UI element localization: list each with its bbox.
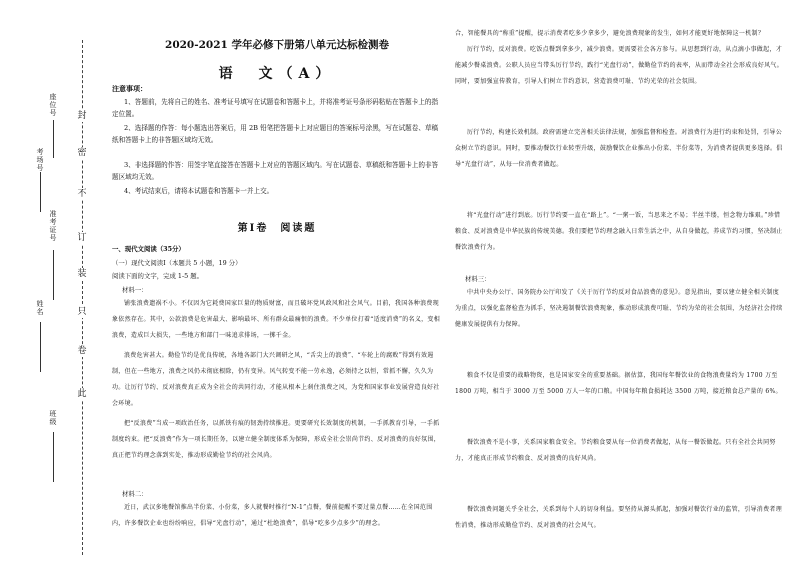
subsection-heading: （一）现代文阅读Ⅰ（本题共 5 小题，19 分）	[112, 259, 242, 267]
passage-paragraph: 厉行节约，构建长效机制。政府需建立完善相关法律法规，加强监督和检查。对浪费行为进行约束和处罚，引导公众树立节约意识。同时，要推动餐饮行业转型升级，鼓励餐饮企业推出小份菜、半份菜等，为消费者提供更多选择。倡导“光盘行动”，从每一位消费者做起。	[455, 129, 783, 169]
exam-title: 2020-2021 学年必修下册第八单元达标检测卷	[165, 39, 389, 51]
passage-paragraph: 厉行节约，反对浪费。吃饭点餐到拿多少，减少浪费。更需要社会各方参与。从思想到行动，从点滴小事做起，才能减少餐桌浪费。公职人员应当带头厉行节约，践行“光盘行动”，做勤俭节约的表率，从而带动全社会形成良好风气。同时，要加强宣传教育，引导人们树立节约意识，营造浪费可耻、节约光荣的社会氛围。	[455, 46, 784, 86]
seal-char: 装	[74, 268, 90, 280]
passage-paragraph: 合，智能餐具的“称重”提醒，提示消费者吃多少拿多少，避免浪费现象的发生，如何才能更好地保障这一机制？	[455, 30, 765, 37]
seal-char: 不	[74, 188, 90, 200]
exam-room-line	[40, 172, 41, 212]
reading-instruction: 阅读下面的文字，完成 1-5 题。	[112, 272, 204, 280]
material-label: 材料三：	[465, 275, 491, 283]
class-label: 班级	[49, 410, 57, 426]
material-label: 材料二：	[122, 490, 148, 498]
admission-number-label: 准考证号	[49, 210, 57, 242]
passage-paragraph: 餐饮浪费不是小事，关系国家粮食安全。节约粮食要从每一位消费者做起，从每一餐饭做起。只有全社会共同努力，才能真正形成节约粮食、反对浪费的良好风尚。	[455, 439, 776, 463]
passage-paragraph: 浪费危害甚大。勤俭节约是优良传统，各地各部门大兴调研之风，“舌尖上的浪费”、“车轮上的腐败”得到有效遏制，但在一些地方，浪费之风仍未彻底根除，仍有变异。风气转变不能一劳永逸，必须持之以恒，常抓不懈，久久为功。让厉行节约、反对浪费真正成为全社会的共同行动，才能从根本上刹住浪费之风，为党和国家事业发展营造良好社会环境。	[112, 352, 440, 408]
seal-char: 封	[74, 110, 90, 122]
material-label: 材料一：	[122, 286, 148, 294]
passage-paragraph: 中共中央办公厅、国务院办公厅印发了《关于厉行节约反对食品浪费的意见》。意见指出，要以建立健全相关制度为重点，以强化监督检查为抓手，坚决遏制餐饮浪费现象，推动形成浪费可耻、节约为荣的社会氛围，为经济社会持续健康发展提供有力保障。	[455, 289, 783, 329]
notice-heading: 注意事项：	[112, 84, 147, 93]
seal-char: 此	[74, 388, 90, 400]
notice-item: 2、选择题的作答：每小题选出答案后，用 2B 铅笔把答题卡上对应题目的答案标号涂黑，写在试题卷、草稿纸和答题卡上的非答题区域均无效。	[112, 124, 439, 145]
part-heading: 第Ⅰ卷 阅读题	[237, 223, 317, 234]
passage-paragraph: 粮食不仅是重要的战略物资，也是国家安全的重要基础。据估算，我国每年餐饮业的食物浪费量约为 1700 万至 1800 万吨，相当于 3000 万至 5000 万人一年的口粮。中国每年粮食损耗达 3500 万吨，接近粮食总产量的 6%。	[455, 372, 782, 396]
seat-number-line	[53, 120, 54, 158]
passage-paragraph: 将“光盘行动”进行到底。厉行节约要一直在“路上”。“一粥一饭，当思来之不易；半丝半缕，恒念物力维艰。”珍惜粮食、反对浪费是中华民族的传统美德。我们要把节约理念融入日常生活之中，从自身做起，养成节约习惯，坚决制止餐饮浪费行为。	[455, 212, 783, 252]
exam-room-label: 考场号	[36, 148, 44, 172]
passage-paragraph: 把“反浪费”当成一项政治任务，以抓铁有痕的韧劲持续推进。更要研究长效制度的机制，一手抓教育引导，一手抓制度约束。把“反浪费”作为一项长期任务，以建立健全制度体系为保障，形成全社会崇尚节约、反对浪费的良好氛围，真正把节约理念落到实处，推动形成勤俭节约的社会风尚。	[112, 420, 441, 460]
notice-item: 4、考试结束后，请将本试题卷和答题卡一并上交。	[124, 187, 274, 195]
seal-char: 密	[74, 147, 90, 159]
notice-item: 1、答题前，先将自己的姓名、准考证号填写在试题卷和答题卡上，并将准考证号条形码粘贴在答题卡上的指定位置。	[112, 98, 439, 119]
passage-paragraph: 餐饮浪费问题关乎全社会，关系到每个人的切身利益。要坚持从源头抓起，加强对餐饮行业的监管，引导消费者理性消费，推动形成勤俭节约、反对浪费的社会风气。	[455, 506, 783, 530]
section-heading: 一、现代文阅读（35分）	[112, 245, 185, 253]
exam-subtitle: 语 文（A）	[218, 66, 336, 82]
name-label: 姓名	[36, 300, 44, 316]
name-line	[40, 322, 41, 372]
passage-paragraph: 铺张浪费遗祸不小。不仅因为它耗费国家巨量的物质财富，而且破坏党风政风和社会风气。目前，我国各种浪费现象依然存在。其中，公款浪费是危害最大、影响最坏、所有群众最痛恨的浪费。不少单位打着“适度消费”的名义，变相浪费，造成巨大损失，一些地方和部门一味追求排场，一掷千金。	[112, 300, 441, 340]
binding-margin	[0, 0, 108, 561]
seat-number-label: 座位号	[49, 93, 57, 117]
class-line	[53, 432, 54, 482]
seal-char: 卷	[74, 345, 90, 357]
seal-char: 只	[74, 306, 90, 318]
admission-number-line	[53, 250, 54, 300]
seal-char: 订	[74, 232, 90, 244]
notice-item: 3、非选择题的作答：用签字笔直接答在答题卡上对应的答题区域内。写在试题卷、草稿纸和答题卡上的非答题区域均无效。	[112, 161, 439, 182]
passage-paragraph: 近日，武汉多地餐馆推出半份菜、小份菜，多人就餐时推行“N-1”点餐，餐前提醒不要过量点餐……在全国范围内，许多餐饮企业也纷纷响应，倡导“光盘行动”，通过“杜绝浪费”，倡导“吃多少点多少”的理念。	[112, 504, 433, 528]
